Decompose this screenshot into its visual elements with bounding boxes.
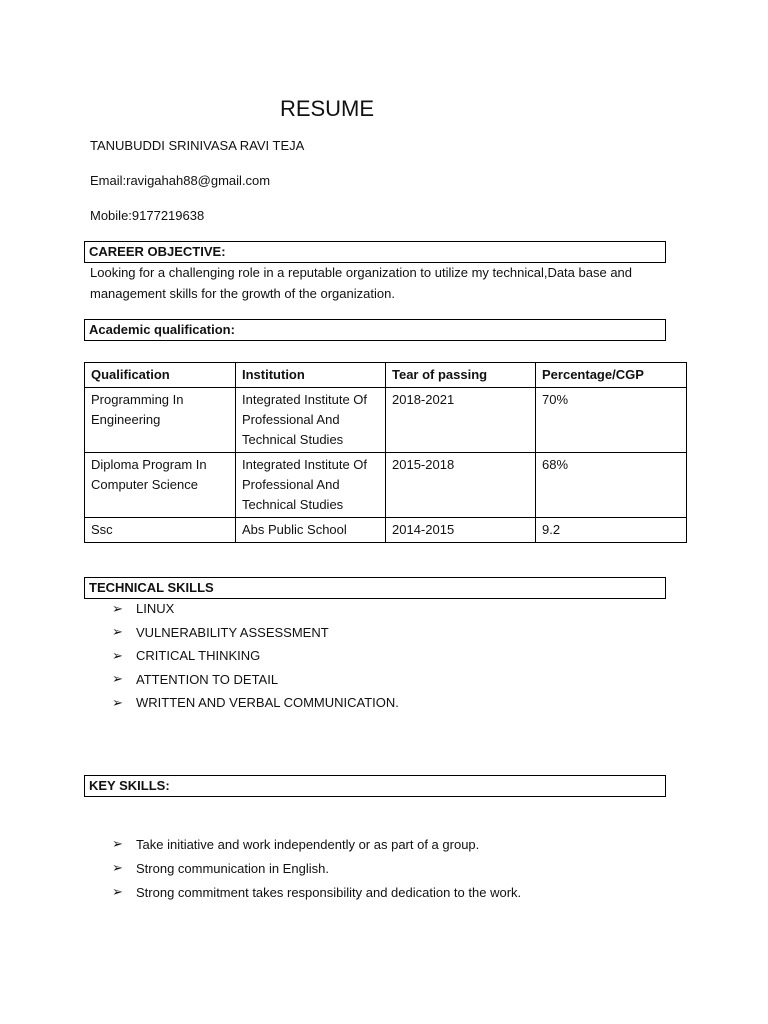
table-cell: 2018-2021 bbox=[386, 388, 536, 453]
list-item: ➢ LINUX bbox=[112, 600, 175, 617]
column-header: Tear of passing bbox=[386, 363, 536, 388]
list-item: ➢ CRITICAL THINKING bbox=[112, 647, 261, 664]
table-header-row bbox=[85, 363, 687, 388]
email: Email:ravigahah88@gmail.com bbox=[90, 173, 271, 188]
arrow-bullet-icon: ➢ bbox=[112, 836, 123, 851]
career-objective-heading: CAREER OBJECTIVE: bbox=[84, 241, 666, 263]
arrow-bullet-icon: ➢ bbox=[112, 694, 123, 710]
table-cell: Integrated Institute Of Professional And Technical Studies bbox=[236, 388, 386, 453]
table-cell: Diploma Program In Computer Science bbox=[85, 453, 236, 518]
table-row bbox=[85, 388, 687, 453]
career-objective-text: Looking for a challenging role in a reputable organization to utilize my technical,Data base and management skills for the growth of the organization. bbox=[90, 265, 633, 301]
key-skills-heading: KEY SKILLS: bbox=[84, 775, 666, 797]
list-item: ➢ WRITTEN AND VERBAL COMMUNICATION. bbox=[112, 694, 399, 711]
table-cell: 2015-2018 bbox=[386, 453, 536, 518]
column-header: Qualification bbox=[85, 363, 236, 388]
table-cell: 9.2 bbox=[536, 518, 687, 543]
table-cell: 68% bbox=[536, 453, 687, 518]
table-cell: Ssc bbox=[85, 518, 236, 543]
column-header: Percentage/CGP bbox=[536, 363, 687, 388]
list-item: ➢ Take initiative and work independently or as part of a group. bbox=[112, 836, 480, 852]
table-cell: 2014-2015 bbox=[386, 518, 536, 543]
table-cell: 70% bbox=[536, 388, 687, 453]
table-cell: Programming In Engineering bbox=[85, 388, 236, 453]
academic-table bbox=[84, 362, 687, 543]
list-item: ➢ Strong communication in English. bbox=[112, 860, 329, 876]
technical-skills-heading: TECHNICAL SKILLS bbox=[84, 577, 666, 599]
list-item: ➢ ATTENTION TO DETAIL bbox=[112, 671, 279, 687]
list-item: ➢ Strong commitment takes responsibility and dedication to the work. bbox=[112, 884, 522, 900]
table-cell: Integrated Institute Of Professional And Technical Studies bbox=[236, 453, 386, 518]
page-title: RESUME bbox=[279, 96, 375, 121]
table-row bbox=[85, 518, 687, 543]
candidate-name: TANUBUDDI SRINIVASA RAVI TEJA bbox=[90, 138, 305, 153]
academic-heading: Academic qualification: bbox=[84, 319, 666, 341]
table-cell: Abs Public School bbox=[236, 518, 386, 543]
table-row bbox=[85, 453, 687, 518]
mobile: Mobile:9177219638 bbox=[90, 208, 205, 223]
arrow-bullet-icon: ➢ bbox=[112, 671, 123, 687]
list-item: ➢ VULNERABILITY ASSESSMENT bbox=[112, 624, 329, 640]
arrow-bullet-icon: ➢ bbox=[112, 600, 123, 616]
arrow-bullet-icon: ➢ bbox=[112, 624, 123, 640]
arrow-bullet-icon: ➢ bbox=[112, 860, 123, 875]
technical-skills-list bbox=[112, 597, 399, 715]
arrow-bullet-icon: ➢ bbox=[112, 884, 123, 899]
column-header: Institution bbox=[236, 363, 386, 388]
key-skills-list bbox=[112, 832, 521, 904]
arrow-bullet-icon: ➢ bbox=[112, 647, 123, 663]
